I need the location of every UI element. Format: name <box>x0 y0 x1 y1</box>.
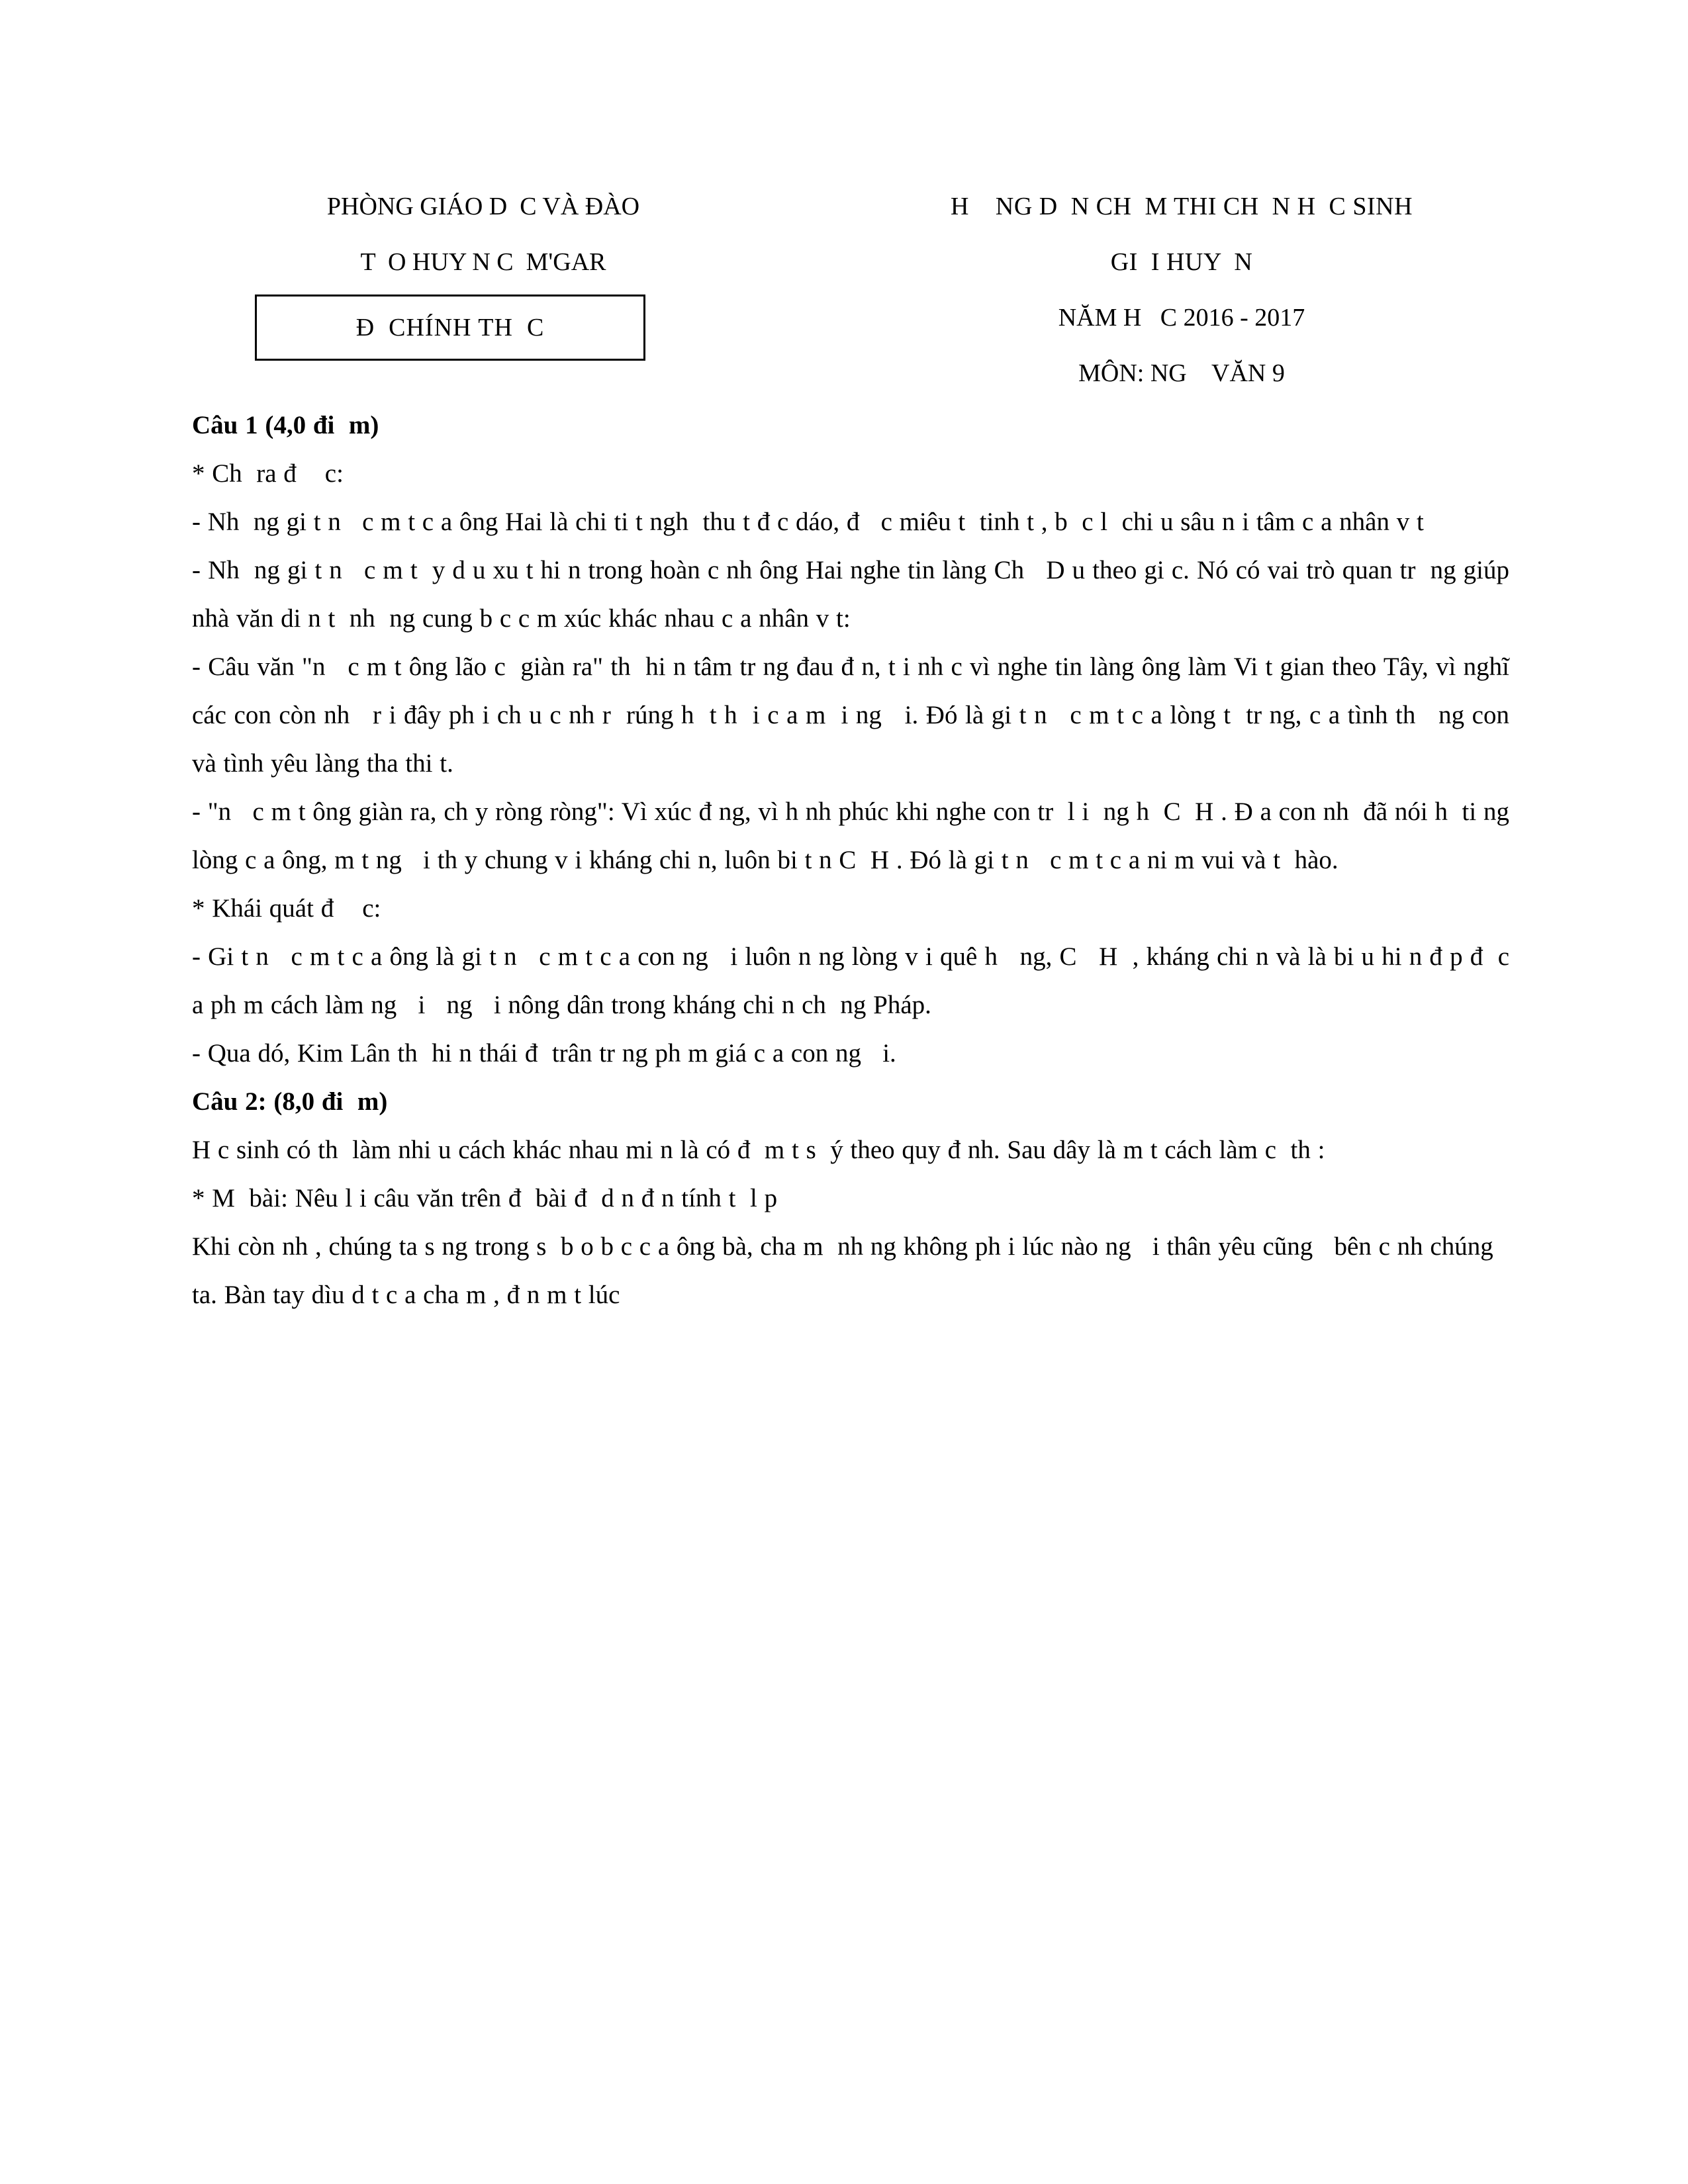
question-2-heading: Câu 2: (8,0 đi m) <box>192 1087 388 1116</box>
department-line-2: T O HUY N C M'GAR <box>360 248 606 276</box>
document-header <box>192 179 1509 397</box>
paragraph-opening-section: * M bài: Nêu l i câu văn trên đ bài đ d n đ n tính t l p <box>192 1184 778 1212</box>
paragraph-instruction: H c sinh có th làm nhi u cách khác nhau mi n là có đ m t s ý theo quy đ nh. Sau dây là m t cách làm c th : <box>192 1136 1325 1164</box>
document-content <box>192 179 1517 1319</box>
paragraph-detail-3: - Câu văn "n c m t ông lão c giàn ra" th hi n tâm tr ng đau đ n, t i nh c vì nghe tin làng ông làm Vi t gian theo Tây, vì nghĩ các con còn nh r i đây ph i ch u c nh r rúng h t h i c a m i ng i. Đó là gi t n c m t c a lòng t tr ng, c a tình th ng con và tình yêu làng tha thi t. <box>192 653 1517 778</box>
paragraph-detail-2: - Nh ng gi t n c m t y d u xu t hi n trong hoàn c nh ông Hai nghe tin làng Ch D u theo gi c. Nó có vai trò quan tr ng giúp nhà văn di n t nh ng cung b c c m xúc khác nhau c a nhân v t: <box>192 556 1517 633</box>
paragraph-essay-body: Khi còn nh , chúng ta s ng trong s b o b c c a ông bà, cha m nh ng không ph i lúc nào ng i thân yêu cũng bên c nh chúng ta. Bàn tay dìu d t c a cha m , đ n m t lúc <box>192 1232 1501 1309</box>
paragraph-summary-2: - Qua dó, Kim Lân th hi n thái đ trân tr ng ph m giá c a con ng i. <box>192 1039 896 1068</box>
header-left-block <box>192 179 774 290</box>
official-stamp-label: Đ CHÍNH TH C <box>355 314 545 341</box>
paragraph-summary-heading: * Khái quát đ c: <box>192 894 381 923</box>
exam-guide-line-2: GI I HUY N <box>1110 248 1253 276</box>
official-stamp-box <box>255 295 645 361</box>
paragraph-detail-1: - Nh ng gi t n c m t c a ông Hai là chi ti t ngh thu t đ c dáo, đ c miêu t tinh t , b c l chi u sâu n i tâm c a nhân v t <box>192 508 1424 536</box>
header-right-block <box>854 179 1509 401</box>
department-line-1: PHÒNG GIÁO D C VÀ ĐÀO <box>326 193 640 220</box>
document-body <box>192 401 1517 1319</box>
exam-guide-line-1: H NG D N CH M THI CH N H C SINH <box>950 193 1413 220</box>
paragraph-detail-4: - "n c m t ông giàn ra, ch y ròng ròng": Vì xúc đ ng, vì h nh phúc khi nghe con tr l i ng h C H . Đ a con nh đã nói h ti ng lòng c a ông, m t ng i th y chung v i kháng chi n, luôn bi t n C H . Đó là gi t n c m t c a ni m vui và t hào. <box>192 797 1517 874</box>
subject-line: MÔN: NG VĂN 9 <box>1078 359 1285 387</box>
question-1-heading: Câu 1 (4,0 đi m) <box>192 411 379 439</box>
school-year-line: NĂM H C 2016 - 2017 <box>1058 304 1305 332</box>
paragraph-point-out: * Ch ra đ c: <box>192 459 344 488</box>
paragraph-summary-1: - Gi t n c m t c a ông là gi t n c m t c a con ng i luôn n ng lòng v i quê h ng, C H , kháng chi n và là bi u hi n đ p đ c a ph m cách làm ng i ng i nông dân trong kháng chi n ch ng Pháp. <box>192 942 1517 1019</box>
